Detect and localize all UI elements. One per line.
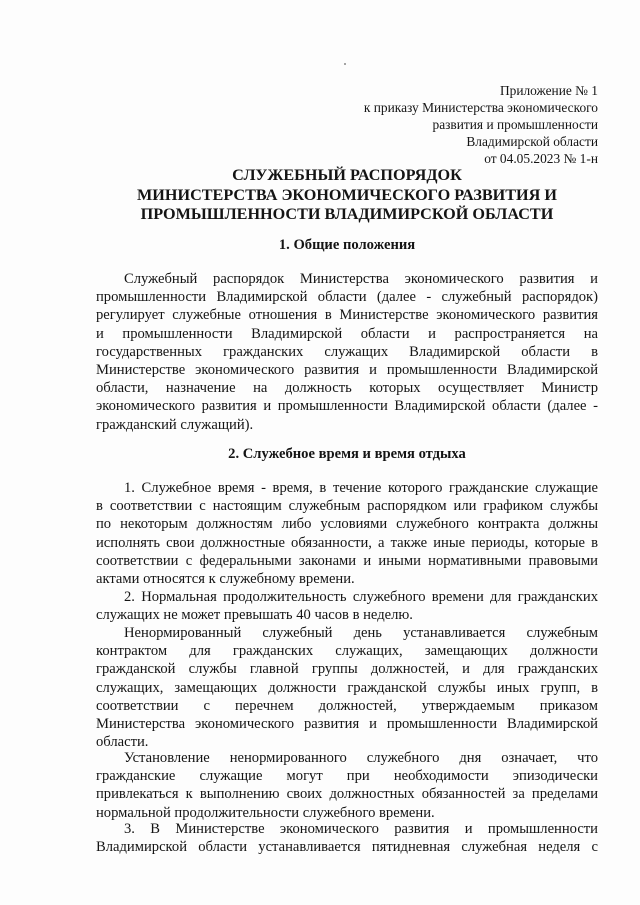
appendix-line: развития и промышленности — [432, 117, 598, 132]
text-line: экономического развития и промышленности Владимирской области (далее - — [96, 398, 598, 415]
title-line: МИНИСТЕРСТВА ЭКОНОМИЧЕСКОГО РАЗВИТИЯ И — [137, 185, 557, 204]
text-line: регулирует служебные отношения в Министерстве экономического развития — [96, 307, 598, 324]
text-line: 1. Служебное время - время, в течение которого гражданские служащие — [124, 480, 598, 496]
text-line: Министерстве экономического развития и промышленности Владимирской — [96, 361, 598, 378]
text-line: служащих, замещающих должности гражданской службы иных групп, в — [96, 679, 598, 696]
text-line: нормальной продолжительности служебного времени. — [96, 804, 435, 821]
section-2-paragraph-5 — [96, 820, 598, 856]
text-line: соответствии с перечнем должностей, утверждаемым приказом — [96, 697, 598, 714]
text-line: привлекаться к выполнению своих должностных обязанностей за пределами — [96, 786, 598, 803]
text-line: Служебный распорядок Министерства экономического развития и — [124, 271, 598, 287]
section-2-heading: 2. Служебное время и время отдыха — [228, 446, 466, 462]
section-1-heading: 1. Общие положения — [278, 237, 416, 253]
text-line: гражданский служащий). — [96, 416, 254, 433]
document-title — [96, 166, 598, 225]
appendix-line: Владимирской области — [466, 134, 598, 149]
text-line: Владимирской области устанавливается пятидневная служебная неделя с — [96, 839, 598, 856]
title-line: ПРОМЫШЛЕННОСТИ ВЛАДИМИРСКОЙ ОБЛАСТИ — [140, 205, 554, 223]
text-line: 3. В Министерстве экономического развития и промышленности — [124, 821, 598, 837]
text-line: и промышленности Владимирской области и распространяется на — [96, 325, 598, 342]
text-line: Установление ненормированного служебного дня означает, что — [124, 750, 598, 766]
text-line: исполнять свои должностные обязанности, а также иные периоды, которые в — [96, 534, 598, 551]
scan-speck — [344, 63, 346, 65]
appendix-line: к приказу Министерства экономического — [363, 100, 598, 115]
section-2-paragraph-2 — [96, 588, 598, 624]
text-line: промышленности Владимирской области (далее - служебный распорядок) — [96, 289, 598, 306]
text-line: 2. Нормальная продолжительность служебного времени для гражданских — [124, 589, 598, 605]
text-line: гражданской службы главной группы должностей, и для гражданских — [96, 661, 598, 678]
appendix-line: Приложение № 1 — [499, 83, 598, 98]
text-line: служащих не может превышать 40 часов в неделю. — [96, 607, 413, 624]
text-line: соответствии с федеральными законами и иными нормативными правовыми — [96, 552, 598, 569]
appendix-block — [364, 82, 598, 167]
text-line: Министерства экономического развития и промышленности Владимирской — [96, 715, 598, 732]
title-line: СЛУЖЕБНЫЙ РАСПОРЯДОК — [232, 166, 462, 184]
text-line: по некоторым должностям либо условиями служебного контракта должны — [96, 516, 598, 533]
text-line: в соответствии с настоящим служебным распорядком или графиком службы — [96, 498, 598, 515]
text-line: Ненормированный служебный день устанавливается служебным — [124, 625, 598, 641]
text-line: области. — [96, 734, 149, 751]
section-2-paragraph-3 — [96, 624, 598, 751]
text-line: актами относятся к служебному времени. — [96, 570, 355, 587]
section-1-paragraph — [96, 270, 598, 434]
text-line: государственных гражданских служащих Владимирской области в — [96, 343, 598, 360]
text-line: контрактом для гражданских служащих, замещающих должности — [96, 643, 598, 660]
section-2-paragraph-1 — [96, 479, 598, 588]
text-line: области, назначение на должность которых осуществляет Министр — [96, 380, 598, 397]
text-line: гражданские служащие могут при необходимости эпизодически — [96, 768, 598, 785]
appendix-line: от 04.05.2023 № 1-н — [484, 151, 598, 166]
section-2-paragraph-4 — [96, 749, 598, 822]
